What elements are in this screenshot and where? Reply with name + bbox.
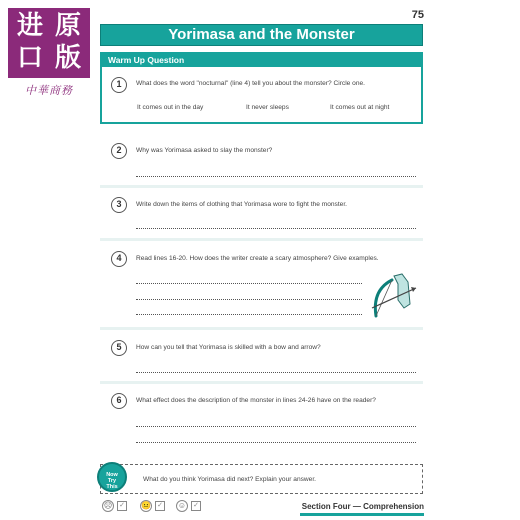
page-title: Yorimasa and the Monster	[100, 24, 423, 46]
logo-char: 进	[16, 11, 43, 41]
answer-line[interactable]	[136, 372, 416, 373]
warm-up-section	[100, 52, 423, 124]
logo-subtitle: 中華商務	[25, 84, 73, 97]
neutral-face-icon: 😐	[141, 501, 151, 510]
checkbox[interactable]: ✓	[155, 501, 165, 511]
logo-char: 口	[16, 43, 43, 73]
question-number: 5	[111, 340, 127, 356]
answer-line[interactable]	[136, 442, 416, 443]
question-text: Why was Yorimasa asked to slay the monster?	[136, 147, 273, 154]
publisher-logo	[8, 8, 90, 98]
question-number: 1	[111, 77, 127, 93]
divider	[100, 381, 423, 384]
answer-option[interactable]: It never sleeps	[246, 104, 289, 111]
answer-line[interactable]	[136, 299, 362, 300]
question-text: Read lines 16-20. How does the writer create a scary atmosphere? Give examples.	[136, 255, 379, 262]
divider	[100, 238, 423, 241]
logo-char: 原	[54, 11, 81, 41]
section-footer: Section Four — Comprehension	[301, 502, 424, 511]
self-assessment-neutral	[140, 500, 165, 512]
answer-line[interactable]	[136, 314, 362, 315]
answer-line[interactable]	[136, 426, 416, 427]
logo-char: 版	[54, 43, 81, 73]
answer-line[interactable]	[136, 176, 416, 177]
question-text: What effect does the description of the monster in lines 24-26 have on the reader?	[136, 397, 376, 404]
divider	[100, 327, 423, 330]
badge-text: This	[106, 484, 118, 490]
self-assessment-sad	[102, 500, 127, 512]
now-try-this-box	[100, 464, 423, 494]
answer-option[interactable]: It comes out in the day	[137, 104, 204, 111]
sad-face-icon: ☹	[103, 501, 113, 510]
question-text: How can you tell that Yorimasa is skilled with a bow and arrow?	[136, 344, 321, 351]
checkbox[interactable]: ✓	[117, 501, 127, 511]
question-number: 3	[111, 197, 127, 213]
answer-line[interactable]	[136, 228, 416, 229]
happy-face-icon: ☺	[177, 501, 187, 510]
badge-text: Now	[106, 472, 118, 478]
badge-text: Try	[107, 478, 117, 484]
divider	[100, 185, 423, 188]
bow-and-arrow-icon	[368, 270, 420, 322]
warm-up-header: Warm Up Question	[102, 54, 421, 67]
page-number: 75	[411, 9, 424, 21]
answer-line[interactable]	[136, 283, 362, 284]
question-text: Write down the items of clothing that Yorimasa wore to fight the monster.	[136, 201, 347, 208]
now-try-this-question: What do you think Yorimasa did next? Explain your answer.	[143, 476, 317, 483]
answer-option[interactable]: It comes out at night	[330, 104, 390, 111]
logo-mark	[8, 8, 90, 78]
checkbox[interactable]: ✓	[191, 501, 201, 511]
now-try-this-badge	[97, 462, 127, 492]
self-assessment-happy	[176, 500, 201, 512]
question-number: 4	[111, 251, 127, 267]
question-number: 2	[111, 143, 127, 159]
question-text: What does the word "nocturnal" (line 4) tell you about the monster? Circle one.	[136, 80, 365, 87]
question-number: 6	[111, 393, 127, 409]
footer-rule	[300, 513, 424, 516]
